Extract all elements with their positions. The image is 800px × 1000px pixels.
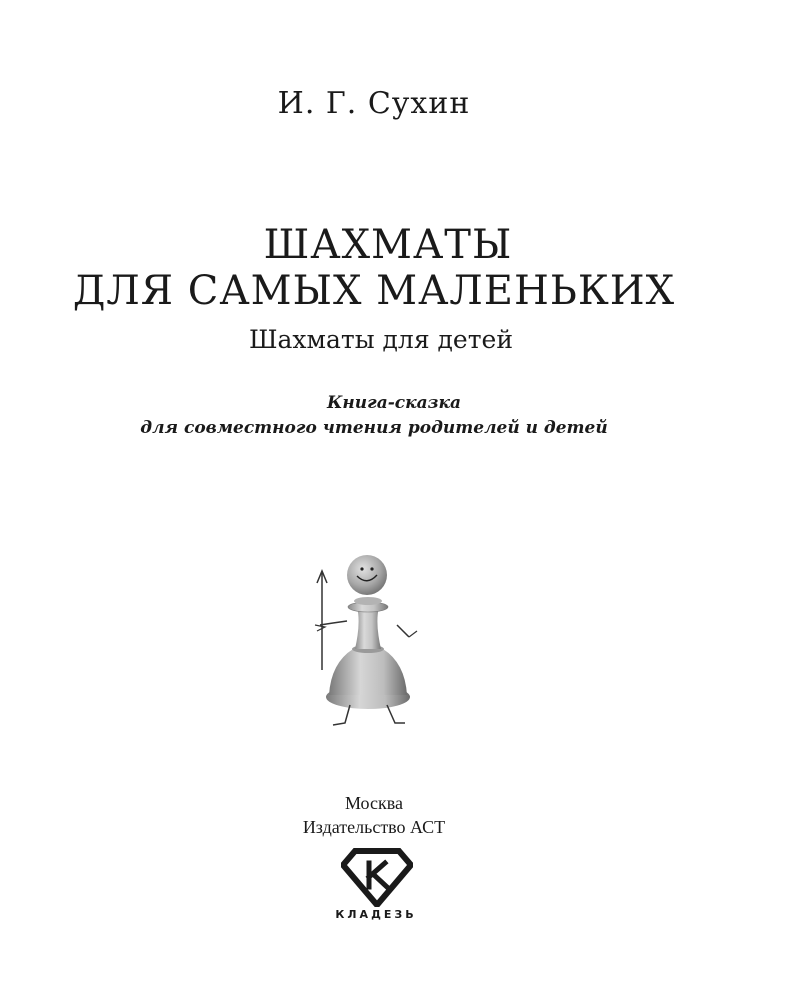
book-title-line-2: ДЛЯ САМЫХ МАЛЕНЬКИХ xyxy=(72,268,676,314)
kladez-diamond-k-logo-icon xyxy=(341,847,413,907)
book-title-line-1: ШАХМАТЫ xyxy=(263,222,513,268)
author-name: И. Г. Сухин xyxy=(277,86,471,121)
book-subtitle: Шахматы для детей xyxy=(248,325,514,354)
logo-wordmark: КЛАДЕЗЬ xyxy=(335,908,417,921)
pawn-character-icon xyxy=(305,545,430,730)
imprint-publisher: Издательство АСТ xyxy=(302,817,446,837)
genre-line-1: Книга-сказка xyxy=(326,393,462,413)
imprint-city: Москва xyxy=(345,793,403,813)
genre-line-2: для совместного чтения родителей и детей xyxy=(140,418,608,438)
